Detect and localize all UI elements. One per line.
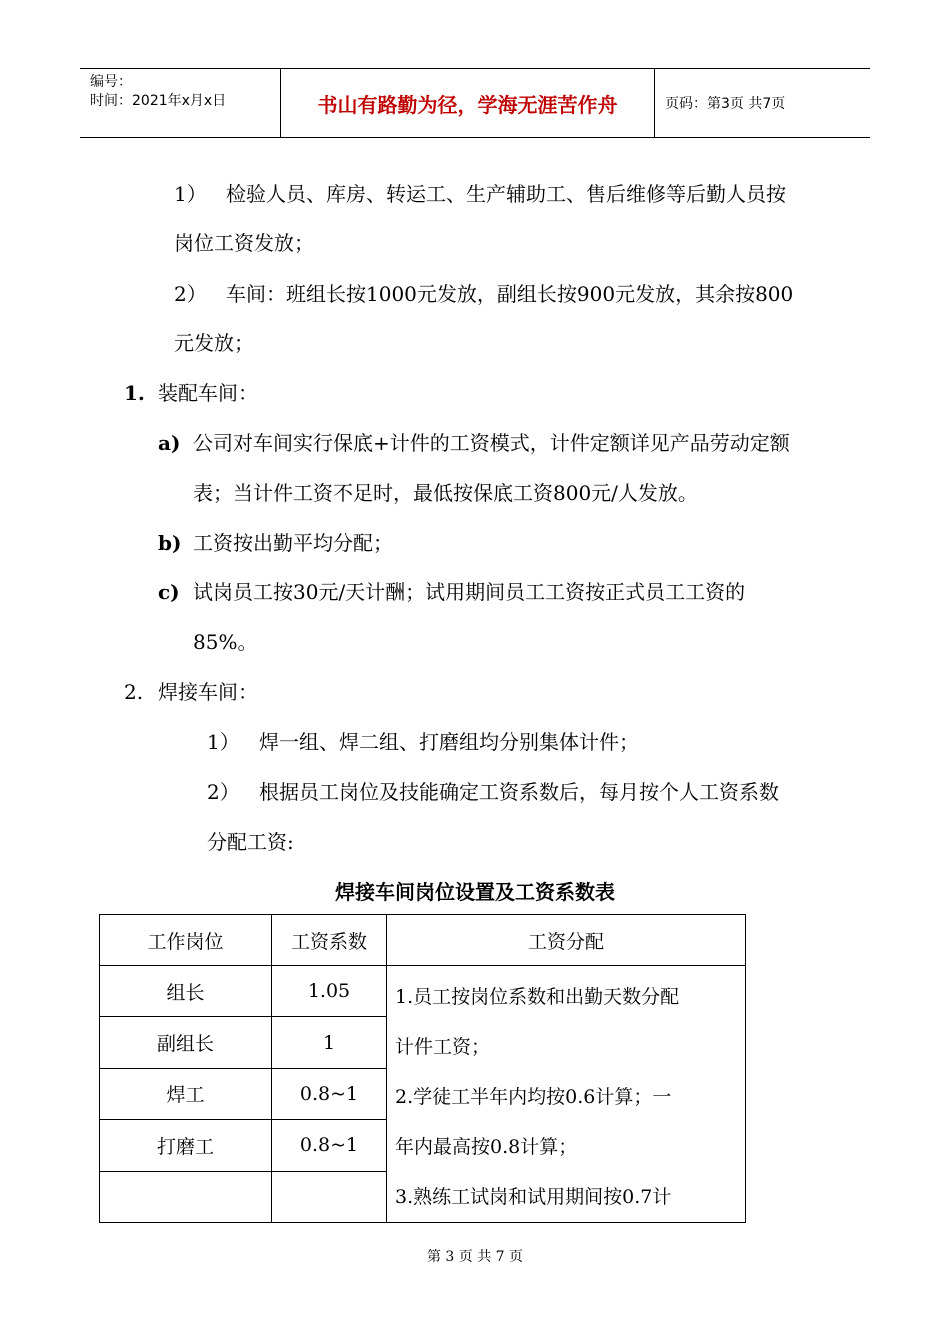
wage-coefficient-table [99, 914, 746, 1223]
header-motto: 书山有路勤为径，学海无涯苦作舟 [280, 69, 655, 137]
distribution-line: 年内最高按0.8计算； [395, 1136, 578, 1158]
number-label: 编号： [90, 74, 132, 90]
item-number: 1） [174, 182, 207, 206]
table-row [100, 966, 746, 1017]
coefficient-cell [272, 1171, 387, 1222]
item-number: 2） [207, 780, 240, 804]
document-header [80, 68, 870, 138]
paragraph-line: 试岗员工按30元/天计酬；试用期间员工工资按正式员工工资的 [193, 580, 746, 604]
coefficient-cell: 1 [272, 1017, 387, 1068]
paragraph-line: 分配工资: [207, 830, 294, 854]
section-number: 2. [124, 680, 144, 704]
paragraph-line: 检验人员、库房、转运工、生产辅助工、售后维修等后勤人员按 [226, 182, 786, 206]
distribution-line: 3.熟练工试岗和试用期间按0.7计 [395, 1186, 672, 1208]
header-page-info: 页码：第3页 共7页 [665, 96, 786, 112]
page-footer: 第 3 页 共 7 页 [426, 1249, 524, 1265]
list-label: c) [158, 580, 180, 604]
distribution-line: 计件工资； [395, 1036, 491, 1058]
paragraph-line: 工资按出勤平均分配； [193, 531, 393, 555]
paragraph-line: 车间：班组长按1000元发放，副组长按900元发放，其余按800 [226, 282, 794, 306]
section-title: 焊接车间： [158, 680, 258, 704]
coefficient-cell: 1.05 [272, 966, 387, 1017]
position-cell: 组长 [100, 966, 272, 1017]
position-cell: 副组长 [100, 1017, 272, 1068]
distribution-line: 2.学徒工半年内均按0.6计算；一 [395, 1086, 672, 1108]
table-title: 焊接车间岗位设置及工资系数表 [335, 880, 615, 904]
paragraph-line: 85%。 [193, 630, 258, 654]
item-number: 1） [207, 730, 240, 754]
coefficient-cell: 0.8~1 [272, 1120, 387, 1171]
paragraph-line: 焊一组、焊二组、打磨组均分别集体计件； [259, 730, 639, 754]
distribution-cell [387, 966, 746, 1223]
list-label: a) [158, 431, 181, 455]
header-position: 工作岗位 [100, 915, 272, 966]
position-cell: 焊工 [100, 1068, 272, 1119]
coefficient-cell: 0.8~1 [272, 1068, 387, 1119]
header-distribution: 工资分配 [387, 915, 746, 966]
item-number: 2） [174, 282, 207, 306]
section-title: 装配车间： [158, 381, 258, 405]
paragraph-line: 元发放； [174, 331, 254, 355]
distribution-line: 1.员工按岗位系数和出勤天数分配 [395, 986, 680, 1008]
header-meta [80, 69, 280, 137]
header-coefficient: 工资系数 [272, 915, 387, 966]
table-header-row [100, 915, 746, 966]
time-label: 时间：2021年x月x日 [90, 93, 227, 109]
list-label: b) [158, 531, 182, 555]
position-cell: 打磨工 [100, 1120, 272, 1171]
paragraph-line: 表；当计件工资不足时，最低按保底工资800元/人发放。 [193, 481, 698, 505]
paragraph-line: 公司对车间实行保底+计件的工资模式，计件定额详见产品劳动定额 [193, 431, 790, 455]
section-number: 1. [124, 381, 145, 405]
paragraph-line: 根据员工岗位及技能确定工资系数后，每月按个人工资系数 [259, 780, 779, 804]
position-cell [100, 1171, 272, 1222]
paragraph-line: 岗位工资发放； [174, 231, 314, 255]
